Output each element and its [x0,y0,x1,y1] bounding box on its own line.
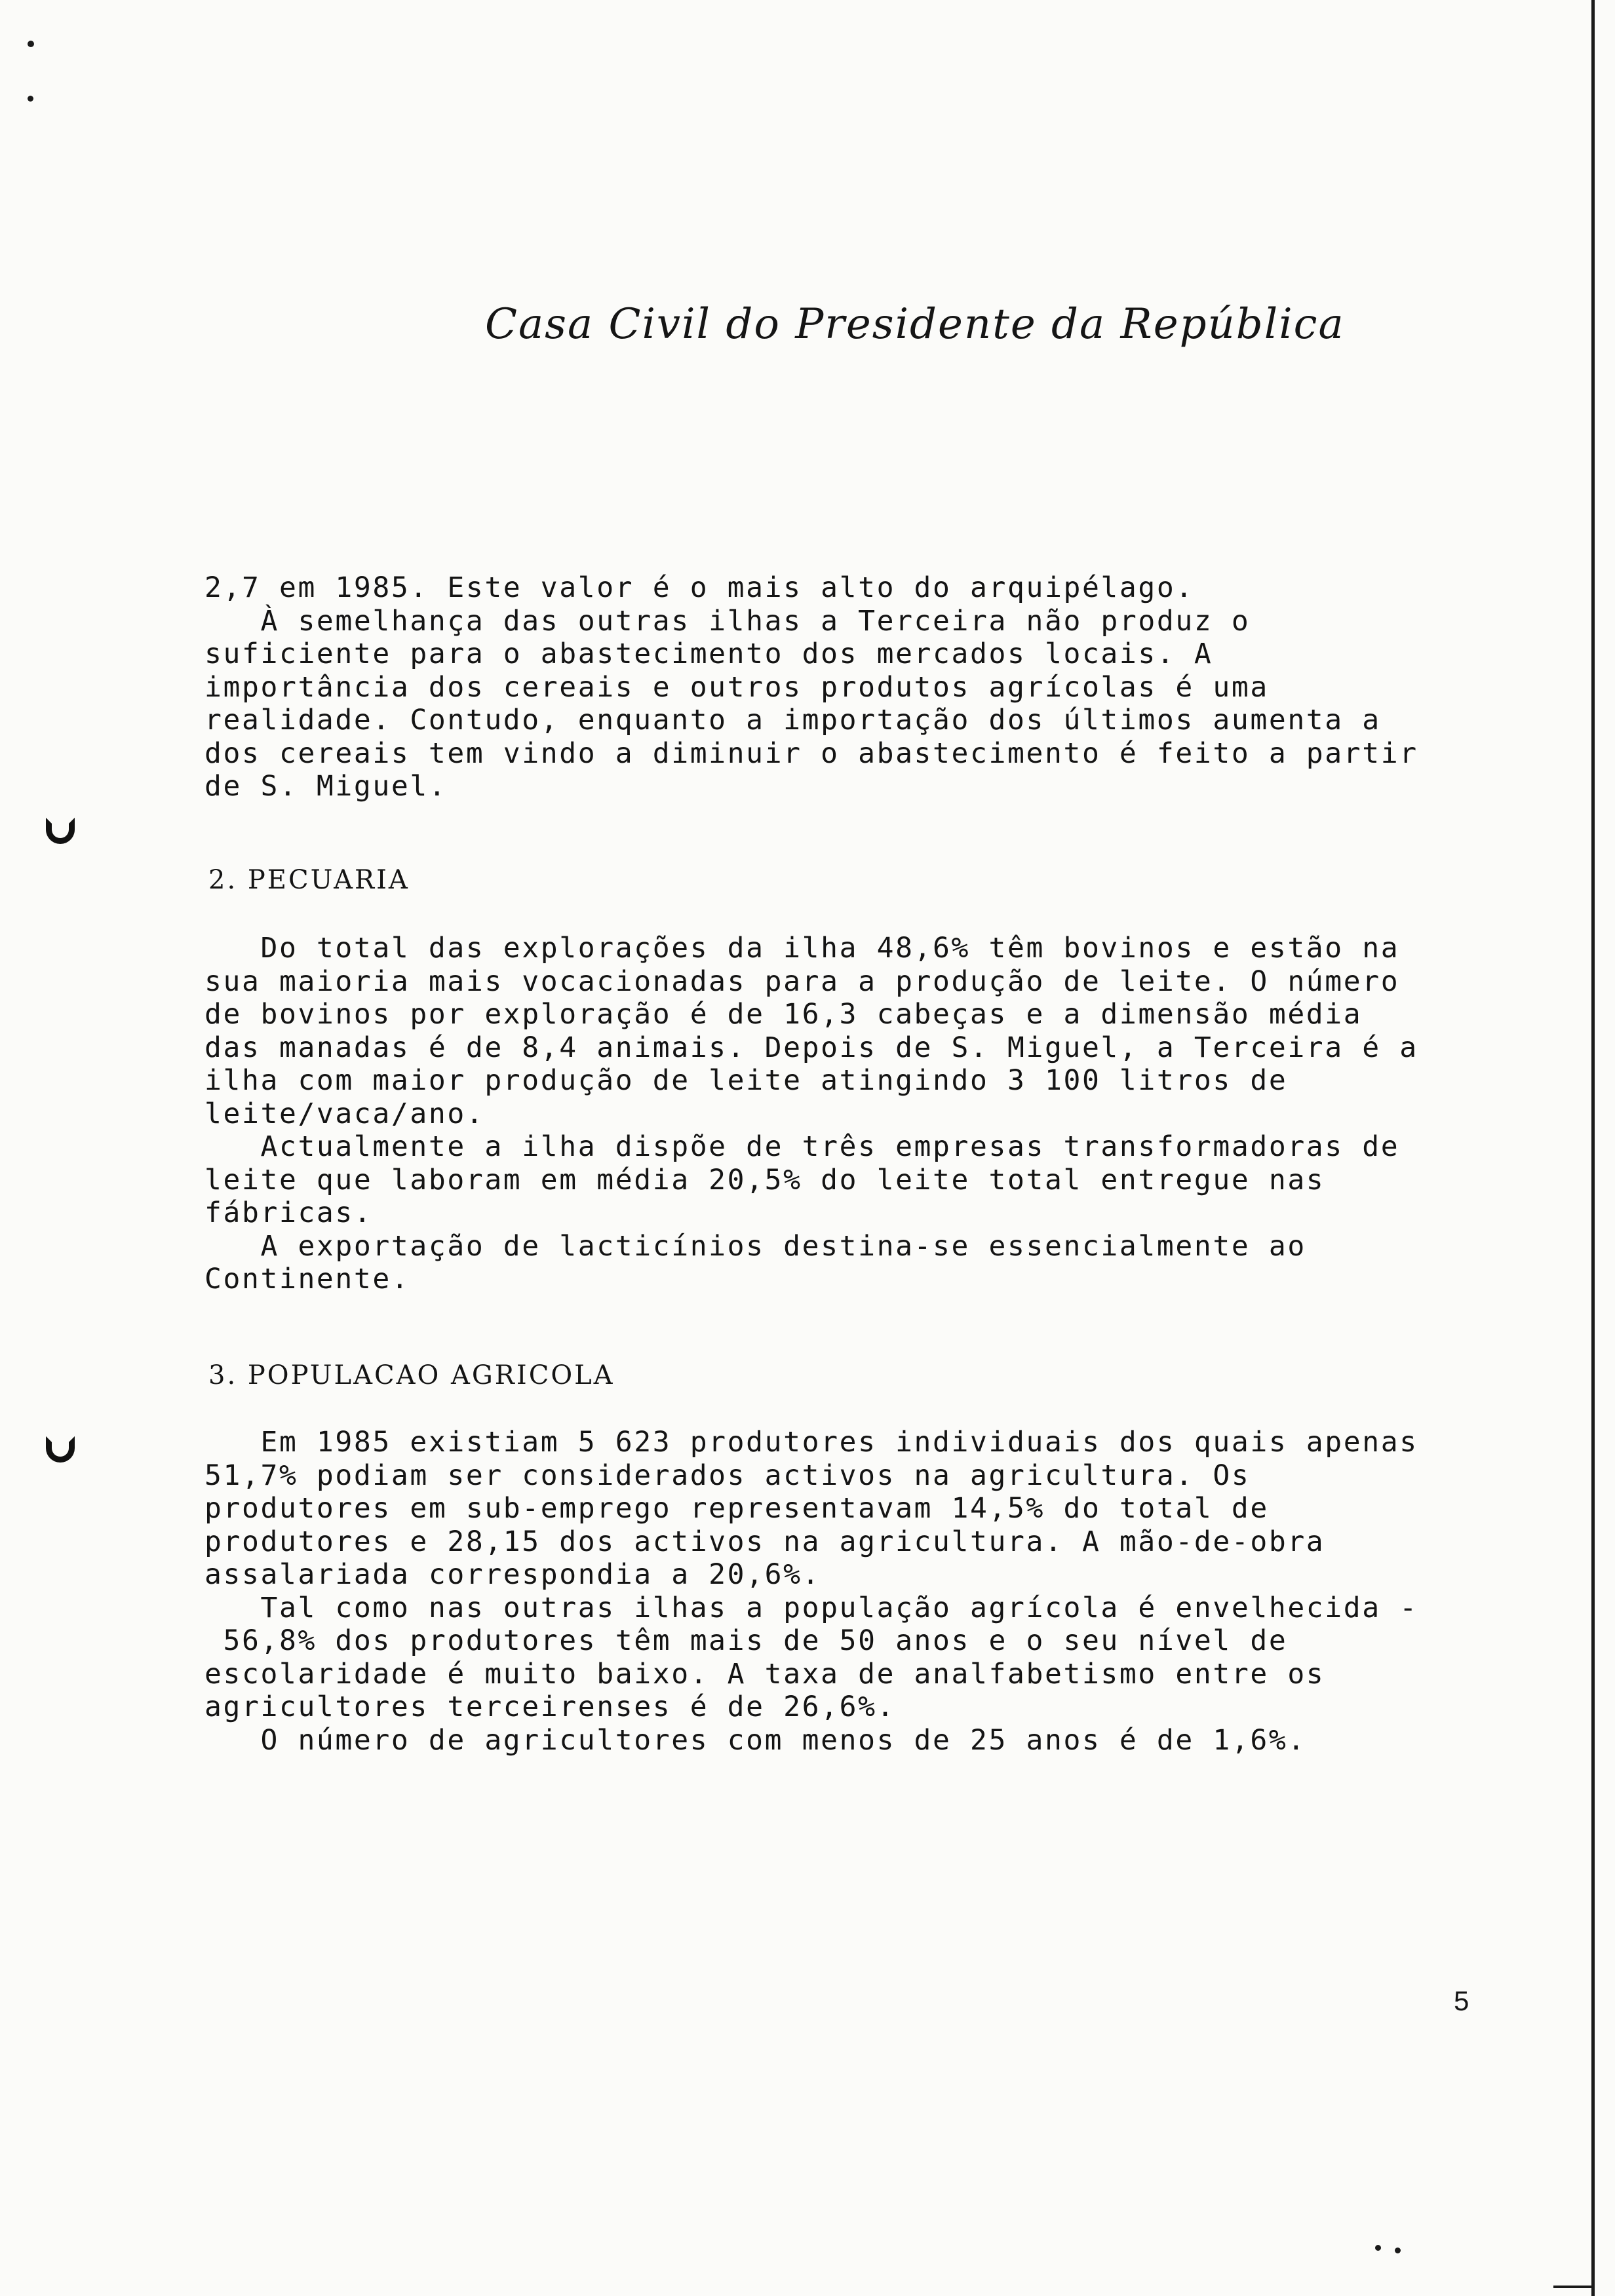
text-line: dos cereais tem vindo a diminuir o abastecimento é feito a partir [204,737,1418,770]
page-number: 5 [1454,1985,1469,2016]
binder-hole-mark [46,818,75,844]
text-line: importância dos cereais e outros produtos agrícolas é uma [204,670,1269,704]
text-line: realidade. Contudo, enquanto a importação dos últimos aumenta a [204,704,1381,737]
text-line: À semelhança das outras ilhas a Terceira não produz o [204,604,1251,638]
page-edge-corner-mark [1553,2286,1594,2288]
text-line: Do total das explorações da ilha 48,6% têm bovinos e estão na [204,932,1400,965]
section-heading-pecuaria: 2. PECUARIA [208,865,410,895]
text-line: Em 1985 existiam 5 623 produtores individuais dos quais apenas [204,1426,1418,1459]
text-line: Tal como nas outras ilhas a população agrícola é envelhecida - [204,1591,1418,1624]
text-line: Continente. [204,1263,410,1295]
letterhead: Casa Civil do Presidente da República [485,300,1345,349]
binder-hole-mark [46,1436,75,1463]
text-line: escolaridade é muito baixo. A taxa de analfabetismo entre os [204,1657,1325,1691]
text-line: fábricas. [204,1196,373,1229]
text-line: Actualmente a ilha dispõe de três empresas transformadoras de [204,1130,1400,1163]
scan-speck [1395,2248,1401,2253]
text-line: de S. Miguel. [204,770,448,803]
text-line: de bovinos por exploração é de 16,3 cabeças e a dimensão média [204,998,1363,1031]
text-line: produtores e 28,15 dos activos na agricultura. A mão-de-obra [204,1525,1325,1558]
text-line: leite que laboram em média 20,5% do leite total entregue nas [204,1163,1325,1196]
scan-speck [28,96,33,102]
text-line: leite/vaca/ano. [204,1097,485,1130]
populacao-paragraph [204,1426,1502,1757]
intro-paragraph [204,571,1502,803]
text-line: 56,8% dos produtores têm mais de 50 anos e o seu nível de [204,1624,1288,1657]
text-line: ilha com maior produção de leite atingindo 3 100 litros de [204,1064,1288,1097]
page-edge-line [1591,0,1595,2296]
text-line: suficiente para o abastecimento dos mercados locais. A [204,638,1213,670]
text-line: sua maioria mais vocacionadas para a produção de leite. O número [204,965,1400,998]
text-line: O número de agricultores com menos de 25 anos é de 1,6%. [204,1723,1306,1757]
text-line: A exportação de lacticínios destina-se essencialmente ao [204,1229,1306,1263]
scan-speck [28,41,34,47]
text-line: 51,7% podiam ser considerados activos na agricultura. Os [204,1459,1251,1492]
text-line: agricultores terceirenses é de 26,6%. [204,1691,896,1723]
scan-speck [1375,2245,1381,2251]
text-line: 2,7 em 1985. Este valor é o mais alto do arquipélago. [204,571,1194,604]
text-line: das manadas é de 8,4 animais. Depois de S. Miguel, a Terceira é a [204,1031,1418,1064]
section-heading-populacao-agricola: 3. POPULACAO AGRICOLA [208,1360,615,1390]
text-line: assalariada correspondia a 20,6%. [204,1558,821,1591]
text-line: produtores em sub-emprego representavam 14,5% do total de [204,1492,1269,1525]
pecuaria-paragraph [204,932,1502,1296]
